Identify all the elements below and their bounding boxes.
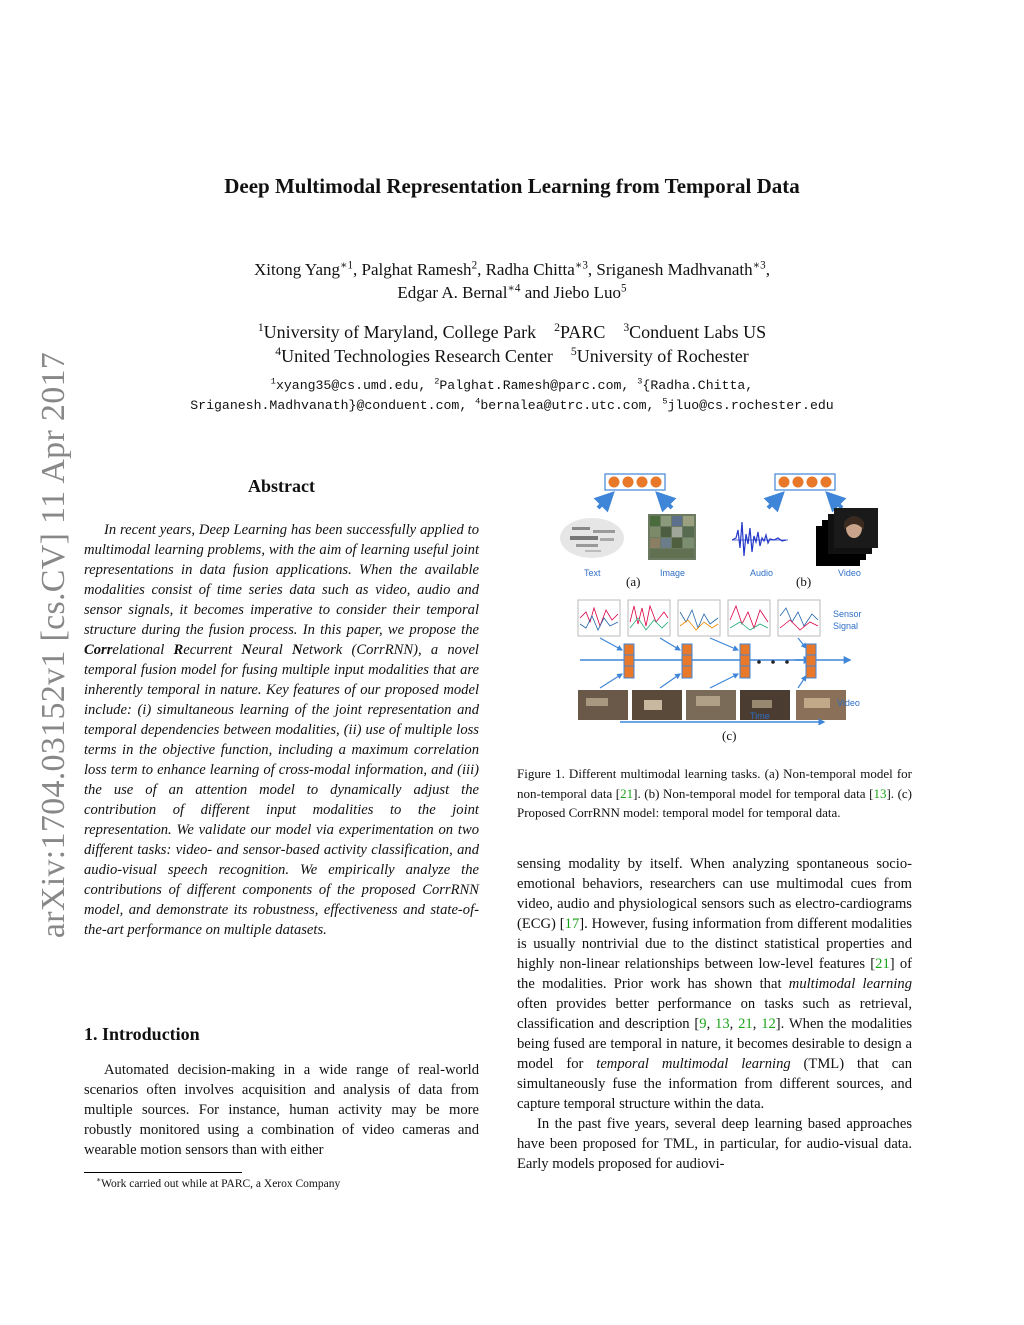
citation-separator: , xyxy=(729,1016,739,1032)
email-marker: 4 xyxy=(475,396,481,407)
paper-title: Deep Multimodal Representation Learning from Temporal Data xyxy=(224,174,800,198)
sublabel-b: (b) xyxy=(796,574,812,589)
affil-marker: 2 xyxy=(554,321,560,334)
embedding-vector-a xyxy=(605,474,665,490)
body-emphasis: temporal multimodal learning xyxy=(596,1056,791,1072)
citation-link[interactable]: 13 xyxy=(715,1016,730,1032)
abstract-text: In recent years, Deep Learning has been successfully applied to multimodal learning problems, with the aim of learning useful joint representations in data fusion applications. When the available modalities consist of time series data such as video, audio and sensor signals, it becomes imperative to consider their temporal structure during the fusion process. In this paper, we propose the xyxy=(84,522,479,638)
caption-text: ]. (c) Proposed CorrRNN model: temporal model for temporal data. xyxy=(517,785,912,820)
author-name: , Palghat Ramesh xyxy=(353,260,472,279)
email-marker: 3 xyxy=(637,376,643,387)
citation-link[interactable]: 21 xyxy=(738,1016,753,1032)
rnn-node xyxy=(682,644,692,678)
sublabel-a: (a) xyxy=(626,574,641,589)
figure-1 xyxy=(560,472,890,752)
citation-separator: , xyxy=(752,1016,762,1032)
label-sensor: Sensor xyxy=(833,609,862,619)
affiliation: Conduent Labs US xyxy=(629,322,767,342)
citation-link[interactable]: 21 xyxy=(620,785,634,801)
video-frames-icon xyxy=(816,508,878,566)
author-emails xyxy=(0,376,1024,416)
abstract-emphasis: R xyxy=(173,642,184,658)
footnote-rule xyxy=(84,1172,242,1173)
arrow-b-right xyxy=(828,494,842,508)
email: xyang35@cs.umd.edu, xyxy=(275,378,435,393)
email: {Radha.Chitta, xyxy=(642,378,754,393)
arrow-a-right xyxy=(658,494,672,508)
body-emphasis: multimodal learning xyxy=(788,976,912,992)
abstract-heading: Abstract xyxy=(248,476,315,496)
body-text: ]. When the modalities being fused are temporal in nature, it becomes desirable to design a model for xyxy=(517,1016,913,1072)
citation-separator: , xyxy=(706,1016,716,1032)
affiliations xyxy=(0,320,1024,368)
affil-marker: 1 xyxy=(257,321,264,334)
author-name: , Radha Chitta xyxy=(477,260,575,279)
arrow-a-left xyxy=(598,494,612,508)
sublabel-c: (c) xyxy=(722,728,737,743)
abstract-emphasis: N xyxy=(241,642,252,658)
email-marker: 1 xyxy=(270,376,276,387)
label-time: Time xyxy=(750,711,770,721)
author-separator: , xyxy=(765,260,770,279)
intro-right-column xyxy=(517,854,912,1174)
email-marker: 2 xyxy=(434,376,440,387)
citation-link[interactable]: 17 xyxy=(564,916,580,932)
affiliation: PARC xyxy=(559,322,606,342)
abstract-emphasis: N xyxy=(291,642,303,658)
author-list xyxy=(0,258,1024,304)
body-text: ]. However, fusing information from different modalities is usually nontrivial due to the distinct statistical properties and highly non-linear relationships between low-level features [ xyxy=(517,916,912,972)
citation-link[interactable]: 9 xyxy=(699,1016,707,1032)
body-text: ] of the modalities. Prior work has shown that xyxy=(517,956,913,992)
affil-marker: 3 xyxy=(623,321,630,334)
author-marker: 5 xyxy=(621,282,627,295)
body-text: (TML) that can simultaneously fuse the information from different sources, and capture temporal structure within the data. xyxy=(517,1056,912,1112)
intro-paragraph: In the past five years, several deep learning based approaches have been proposed for TML, in particular, for audio-visual data. Early models proposed for audiovi- xyxy=(517,1116,912,1172)
footnote-text: Work carried out while at PARC, a Xerox Company xyxy=(101,1178,341,1190)
figure-caption xyxy=(517,764,912,823)
label-signal: Signal xyxy=(833,621,859,631)
email: bernalea@utrc.utc.com, xyxy=(480,398,663,413)
affil-marker: 5 xyxy=(570,345,577,358)
abstract-paragraph xyxy=(84,520,479,940)
intro-paragraph xyxy=(517,854,912,1114)
label-video-c: Video xyxy=(837,698,860,708)
author-marker: ∗1 xyxy=(340,259,354,272)
abstract-text: etwork (CorrRNN), a novel temporal fusion model for fusing multiple input modalities that are inherently temporal in nature. Key features of our proposed model include: (i) simultaneous learning of the joint representation and temporal dependencies between modalities, (ii) use of multiple loss terms in the objective function, including a maximum correlation loss term to enhance learning of cross-modal information, and (iii) the use of an attention model to dynamically adjust the contribution of different input modalities to the joint representation. We validate our model via experimentation on two different tasks: video- and sensor-based activity classification, and audio-visual speech recognition. We empirically analyze the contributions of different components of the proposed CorrRNN model, and demonstrate its robustness, effectiveness and state-of-the-art performance on multiple datasets. xyxy=(84,642,479,938)
email: Sriganesh.Madhvanath}@conduent.com, xyxy=(190,398,476,413)
affiliation: United Technologies Research Center xyxy=(281,346,553,366)
intro-left-column xyxy=(84,1060,479,1160)
author-marker: 2 xyxy=(471,259,478,272)
author-name: Xitong Yang xyxy=(254,260,340,279)
text-wordcloud-icon xyxy=(560,518,624,558)
email: Palghat.Ramesh@parc.com, xyxy=(439,378,638,393)
citation-link[interactable]: 13 xyxy=(873,785,887,801)
author-name: , Sriganesh Madhvanath xyxy=(587,260,753,279)
intro-paragraph: Automated decision-making in a wide range of real-world scenarios often involves acquisition and analysis of data from multiple sources. For instance, human activity may be more robustly monitored using a combination of video cameras and wearable motion sensors than with either xyxy=(84,1062,479,1158)
image-grid-icon xyxy=(648,514,696,560)
label-audio: Audio xyxy=(750,568,774,578)
footnote-marker: ∗ xyxy=(96,1175,102,1185)
author-name: and Jiebo Luo xyxy=(520,283,622,302)
body-text: sensing modality by itself. When analyzing spontaneous socio-emotional behaviors, researchers can use multimodal cues from video, audio and physiological sensors such as electro-cardiograms (ECG) [ xyxy=(517,856,912,932)
affiliation: University of Rochester xyxy=(576,346,749,366)
embedding-vector-b xyxy=(775,474,835,490)
author-name: Edgar A. Bernal xyxy=(397,283,508,302)
label-text: Text xyxy=(584,568,601,578)
sensor-signal-plots xyxy=(578,600,820,636)
abstract-emphasis: Corr xyxy=(84,642,113,658)
author-marker: ∗3 xyxy=(574,259,588,272)
rnn-chain xyxy=(580,638,850,688)
intro-heading: 1. Introduction xyxy=(84,1024,200,1044)
rnn-node xyxy=(624,644,634,678)
affiliation: University of Maryland, College Park xyxy=(263,322,537,342)
body-text: often provides better performance on tasks such as retrieval, classification and description [ xyxy=(517,996,912,1032)
caption-text: ]. (b) Non-temporal model for temporal data [ xyxy=(633,785,874,801)
footnote xyxy=(96,1175,341,1190)
author-marker: ∗3 xyxy=(752,259,766,272)
label-image: Image xyxy=(660,568,686,578)
arrow-b-left xyxy=(768,494,782,508)
video-frame-row xyxy=(578,690,846,720)
caption-text: Figure 1. Different multimodal learning tasks. (a) Non-temporal model for non-temporal data [ xyxy=(517,766,912,801)
citation-link[interactable]: 21 xyxy=(875,956,890,972)
abstract-text: ecurrent xyxy=(183,642,242,658)
abstract-body xyxy=(84,520,479,940)
author-marker: ∗4 xyxy=(507,282,521,295)
arxiv-identifier: arXiv:1704.03152v1 [cs.CV] 11 Apr 2017 xyxy=(35,351,72,939)
rnn-node xyxy=(740,644,750,678)
abstract-text: elational xyxy=(112,642,174,658)
abstract-text: eural xyxy=(251,642,292,658)
email-marker: 5 xyxy=(662,396,668,407)
audio-waveform-icon xyxy=(732,522,788,556)
citation-link[interactable]: 12 xyxy=(761,1016,776,1032)
rnn-node xyxy=(806,644,816,678)
email: jluo@cs.rochester.edu xyxy=(667,398,834,413)
affil-marker: 4 xyxy=(275,345,282,358)
label-video-b: Video xyxy=(838,568,861,578)
